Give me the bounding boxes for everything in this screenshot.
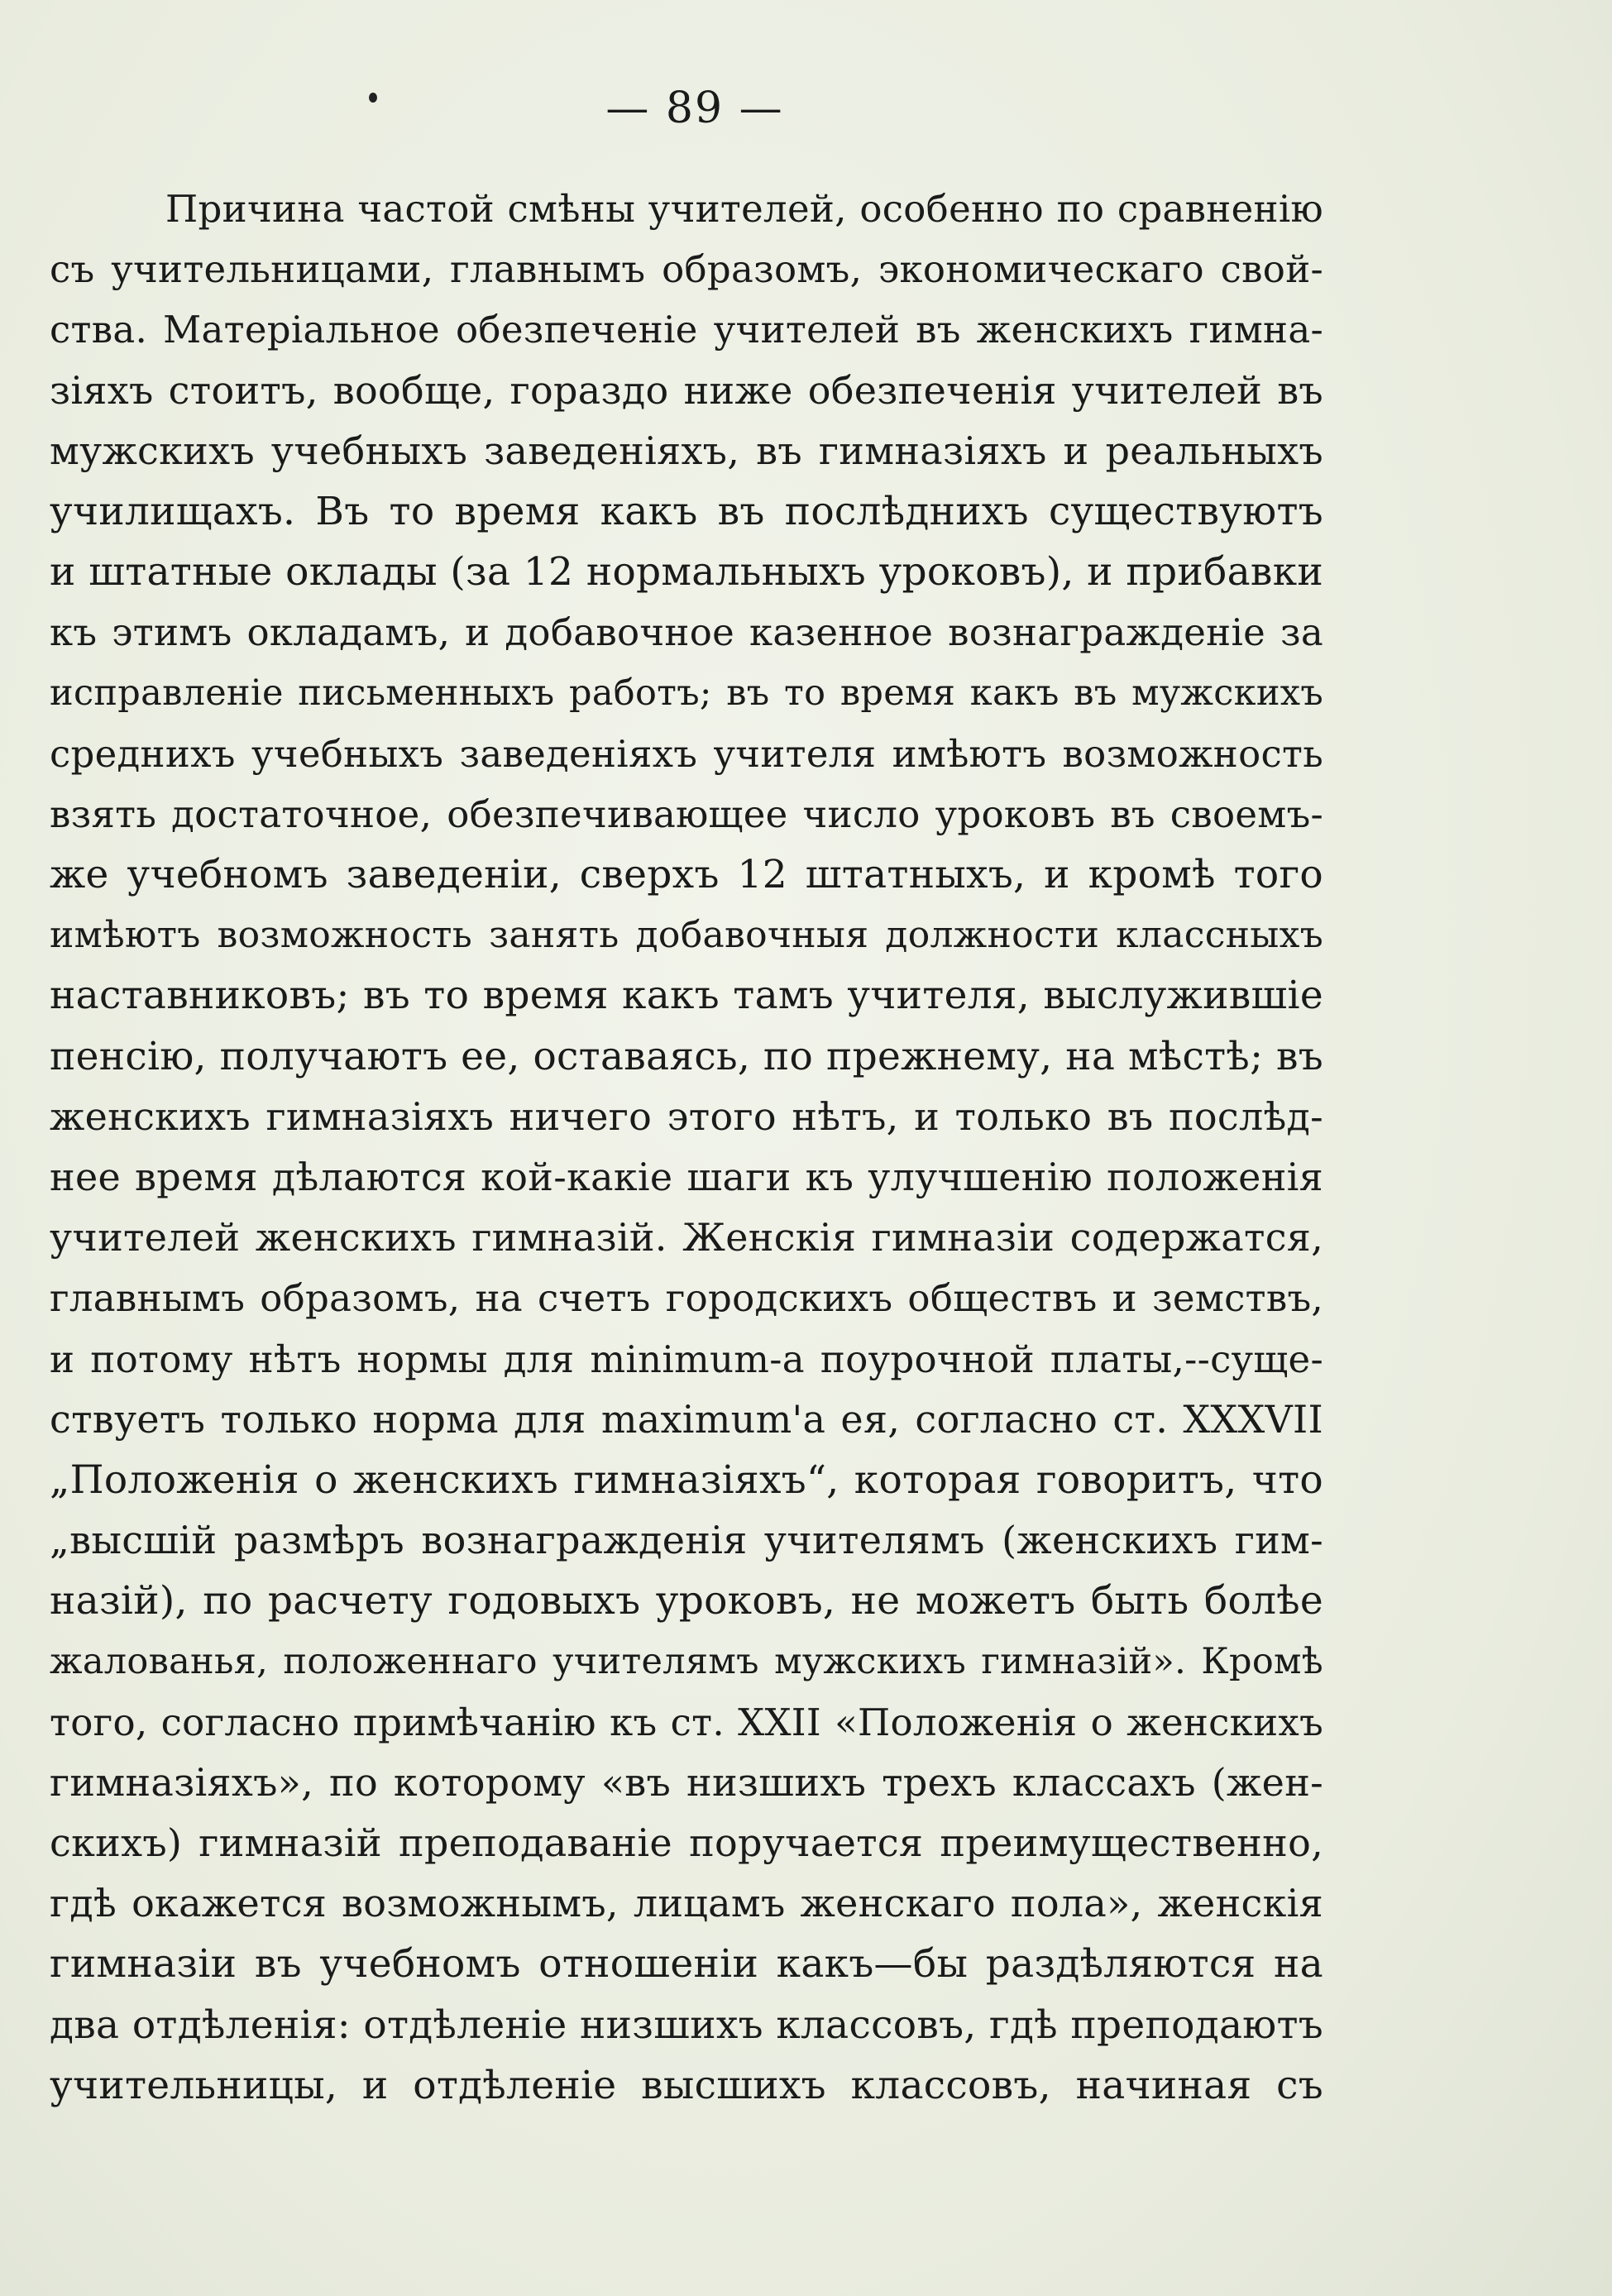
- text-line: и штатные оклады (за 12 нормальныхъ уроковъ), и прибавки: [50, 549, 1323, 596]
- text-line: и потому нѣтъ нормы для minimum-а поурочной платы,--суще-: [50, 1337, 1323, 1381]
- text-line: нее время дѣлаются кой-какіе шаги къ улучшенію положенія: [50, 1155, 1323, 1199]
- text-line: наставниковъ; въ то время какъ тамъ учителя, выслужившіе: [50, 973, 1323, 1019]
- text-line: гдѣ окажется возможнымъ, лицамъ женскаго пола», женскія: [50, 1881, 1323, 1926]
- page-number: — 89 —: [605, 84, 784, 133]
- ink-dot: [369, 93, 377, 103]
- text-line: съ учительницами, главнымъ образомъ, экономическаго свой-: [50, 247, 1323, 292]
- body-text: [50, 179, 1323, 2116]
- text-line: мужскихъ учебныхъ заведеніяхъ, въ гимназіяхъ и реальныхъ: [50, 428, 1323, 473]
- text-line: женскихъ гимназіяхъ ничего этого нѣтъ, и только въ послѣд-: [50, 1093, 1323, 1139]
- text-line: къ этимъ окладамъ, и добавочное казенное вознагражденіе за: [50, 610, 1323, 655]
- text-line: назій), по расчету годовыхъ уроковъ, не можетъ быть болѣе: [50, 1578, 1323, 1624]
- text-line: же учебномъ заведеніи, сверхъ 12 штатныхъ, и кромѣ того: [50, 852, 1323, 898]
- text-line: того, согласно примѣчанію къ ст. XXII «Положенія о женскихъ: [50, 1700, 1323, 1744]
- text-line: жалованья, положеннаго учителямъ мужскихъ гимназій». Кромѣ: [50, 1640, 1323, 1682]
- text-line: скихъ) гимназій преподаваніе поручается преимущественно,: [50, 1820, 1323, 1866]
- text-line: имѣютъ возможность занять добавочныя должности классныхъ: [50, 914, 1323, 957]
- text-line: Причина частой смѣны учителей, особенно по сравненію: [165, 187, 1323, 231]
- text-line: гимназіяхъ», по которому «въ низшихъ трехъ классахъ (жен-: [50, 1759, 1323, 1805]
- text-line: ства. Матеріальное обезпеченіе учителей въ женскихъ гимна-: [50, 308, 1323, 352]
- text-line: „Положенія о женскихъ гимназіяхъ“, которая говоритъ, что: [50, 1457, 1323, 1503]
- text-line: исправленіе письменныхъ работъ; въ то время какъ въ мужскихъ: [50, 672, 1323, 714]
- text-line: пенсію, получаютъ ее, оставаясь, по прежнему, на мѣстѣ; въ: [50, 1033, 1323, 1079]
- text-line: гимназіи въ учебномъ отношеніи какъ—бы раздѣляются на: [50, 1941, 1323, 1987]
- text-line: учительницы, и отдѣленіе высшихъ классовъ, начиная съ: [50, 2062, 1323, 2108]
- text-line: „высшій размѣръ вознагражденія учителямъ (женскихъ гим-: [50, 1518, 1323, 1563]
- text-line: зіяхъ стоитъ, вообще, гораздо ниже обезпеченія учителей въ: [50, 367, 1323, 413]
- text-line: взять достаточное, обезпечивающее число уроковъ въ своемъ-: [50, 792, 1323, 836]
- text-line: среднихъ учебныхъ заведеніяхъ учителя имѣютъ возможность: [50, 731, 1323, 776]
- text-line: ствуетъ только норма для maximum'а ея, согласно ст. XXXVII: [50, 1396, 1323, 1442]
- text-line: главнымъ образомъ, на счетъ городскихъ обществъ и земствъ,: [50, 1276, 1323, 1321]
- text-line: учителей женскихъ гимназій. Женскія гимназіи содержатся,: [50, 1215, 1323, 1260]
- text-line: два отдѣленія: отдѣленіе низшихъ классовъ, гдѣ преподаютъ: [50, 2002, 1323, 2048]
- text-line: училищахъ. Въ то время какъ въ послѣднихъ существуютъ: [50, 488, 1323, 534]
